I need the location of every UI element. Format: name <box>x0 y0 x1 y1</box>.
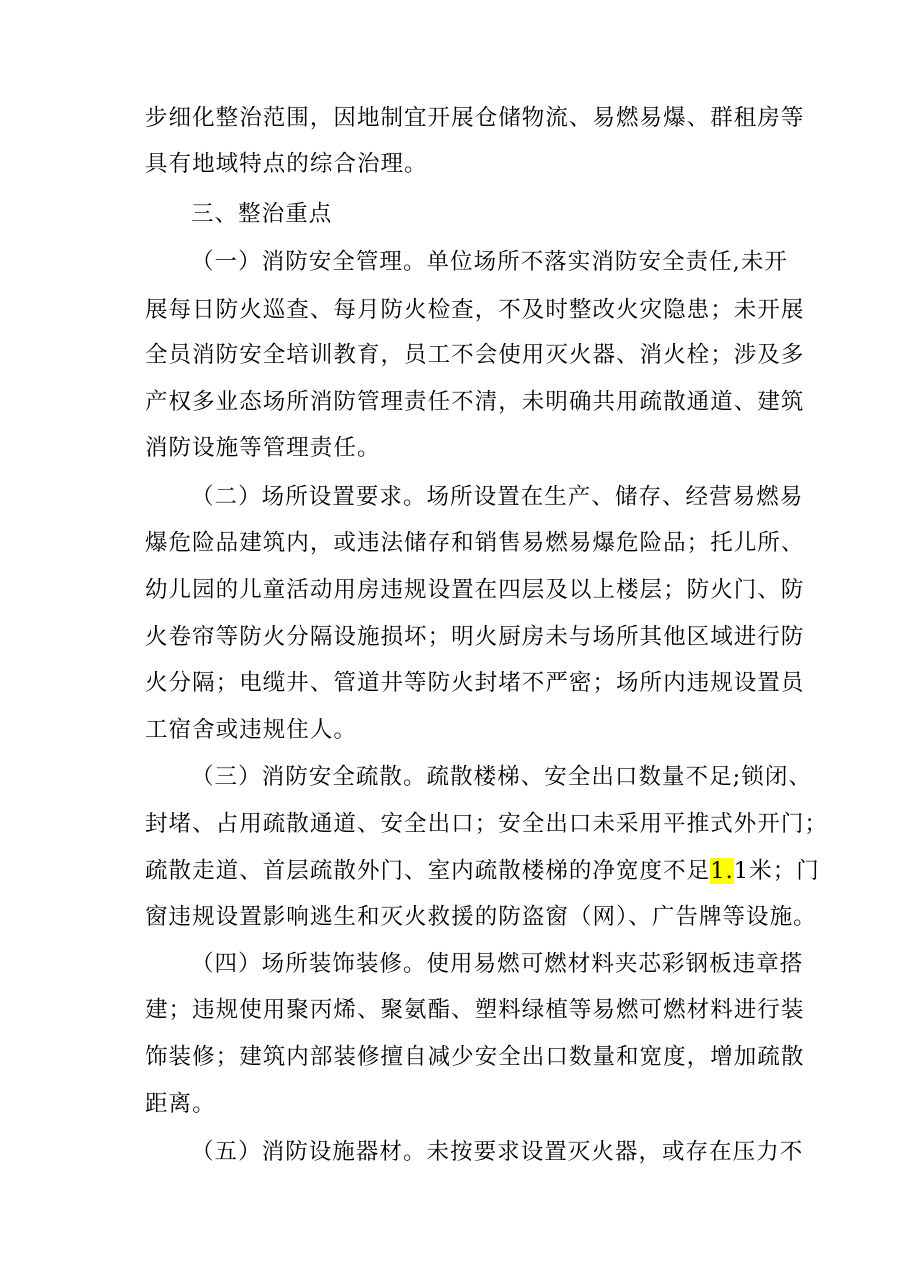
text-line: 建；违规使用聚丙烯、聚氨酯、塑料绿植等易燃可燃材料进行装 <box>145 997 805 1023</box>
text-line: 全员消防安全培训教育，员工不会使用灭火器、消火栓；涉及多 <box>145 342 805 368</box>
text-line: 窗违规设置影响逃生和灭火救援的防盗窗（网）、广告牌等设施。 <box>145 904 817 930</box>
text-line: （四）场所装饰装修。使用易燃可燃材料夹芯彩钢板违章搭 <box>191 951 804 977</box>
text-line: 步细化整治范围，因地制宜开展仓储物流、易燃易爆、群租房等 <box>145 105 805 131</box>
text-line: 封堵、占用疏散通道、安全出口；安全出口未采用平推式外开门； <box>145 811 828 837</box>
text-line: 幼儿园的儿童活动用房违规设置在四层及以上楼层；防火门、防 <box>145 577 805 603</box>
text-line: 展每日防火巡查、每月防火检查，不及时整改火灾隐患；未开展 <box>145 297 805 323</box>
highlighted-value: 1. <box>710 858 734 884</box>
text-line: 爆危险品建筑内，或违法储存和销售易燃易爆危险品；托儿所、 <box>145 530 805 556</box>
section-heading: 三、整治重点 <box>191 201 333 227</box>
text-line <box>0 851 920 891</box>
text-line: （二）场所设置要求。场所设置在生产、储存、经营易燃易 <box>191 484 804 510</box>
text-line: 消防设施等管理责任。 <box>145 435 381 461</box>
text-line: 饰装修；建筑内部装修擅自减少安全出口数量和宽度，增加疏散 <box>145 1044 805 1070</box>
text-line: （一）消防安全管理。单位场所不落实消防安全责任,未开 <box>191 249 788 275</box>
text-line: 火分隔；电缆井、管道井等防火封堵不严密；场所内违规设置员 <box>145 670 805 696</box>
text-line: 工宿舍或违规住人。 <box>145 717 357 743</box>
text-line: （五）消防设施器材。未按要求设置灭火器，或存在压力不 <box>191 1139 804 1165</box>
text-line: （三）消防安全疏散。疏散楼梯、安全出口数量不足;锁闭、 <box>191 764 812 790</box>
text-line: 产权多业态场所消防管理责任不清，未明确共用疏散通道、建筑 <box>145 389 805 415</box>
text-line: 火卷帘等防火分隔设施损坏；明火厨房未与场所其他区域进行防 <box>145 624 805 650</box>
text-line: 距离。 <box>145 1091 216 1117</box>
text-segment: 1米；门 <box>733 858 820 884</box>
text-line: 具有地域特点的综合治理。 <box>145 151 428 177</box>
text-segment: 疏散走道、首层疏散外门、室内疏散楼梯的净宽度不足 <box>145 858 711 884</box>
